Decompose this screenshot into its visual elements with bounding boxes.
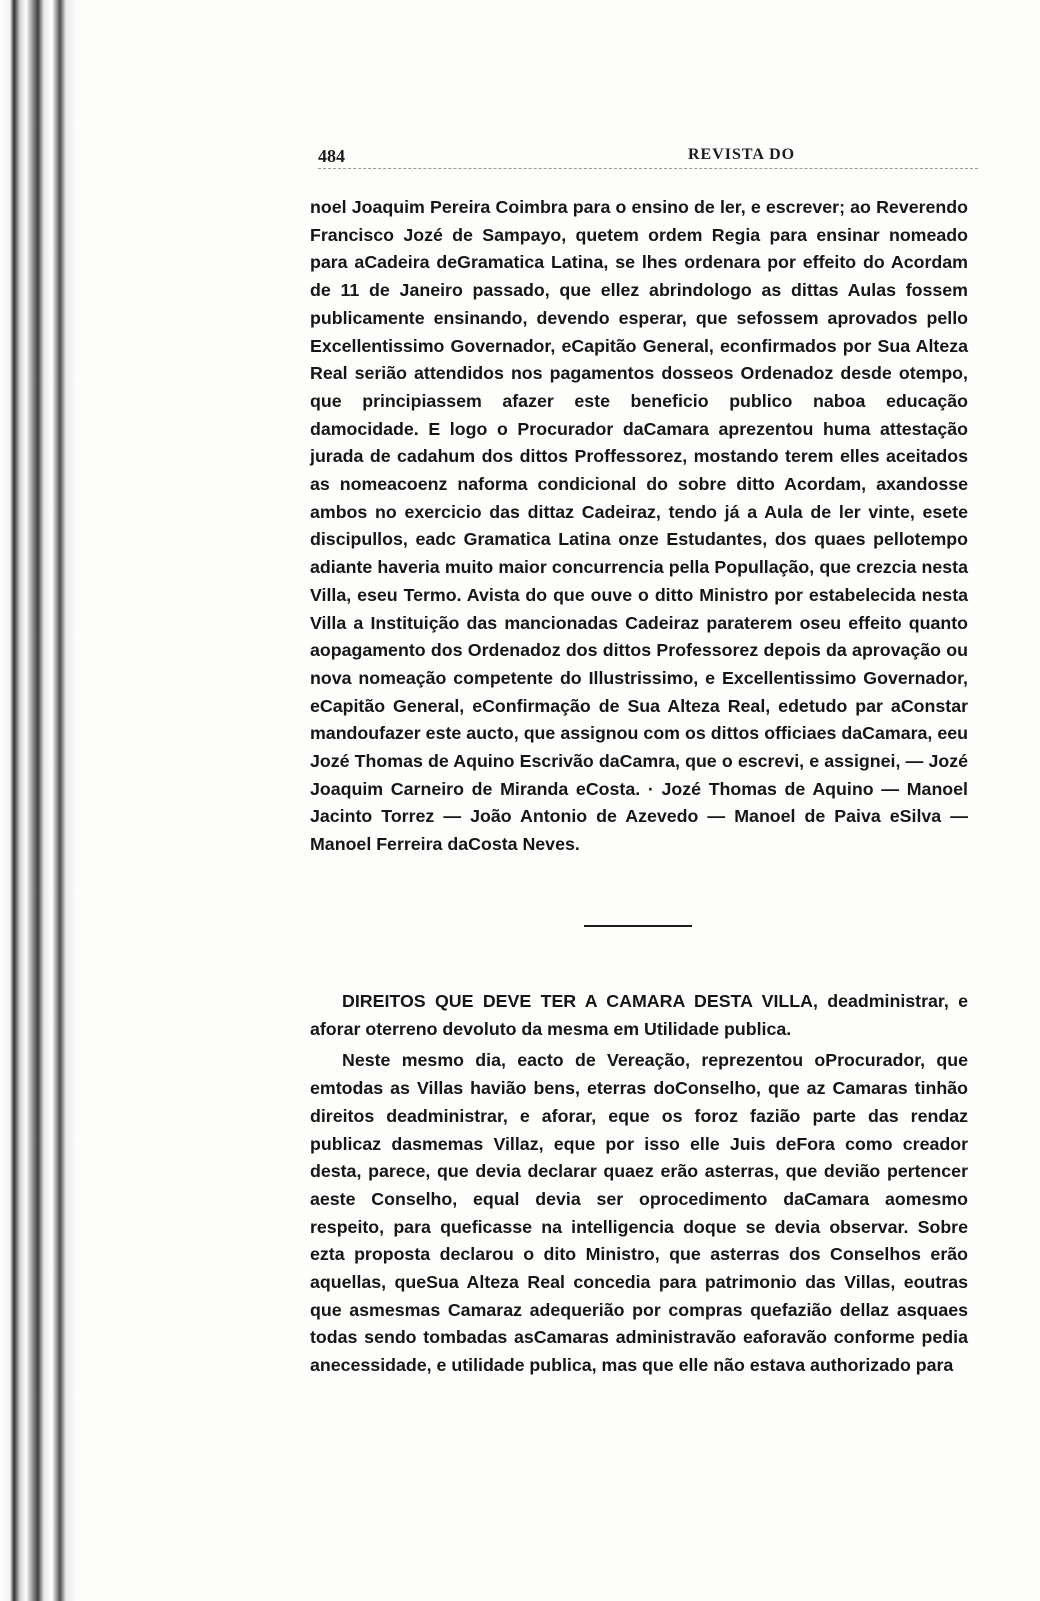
- page-header: [318, 142, 978, 172]
- header-rule: [318, 168, 978, 169]
- main-text-block: [310, 194, 968, 859]
- section-block: [310, 984, 968, 1380]
- main-paragraph: noel Joaquim Pereira Coimbra para o ensino de ler, e escrever; ao Reverendo Francisco Jozé de Sampayo, quetem ordem Regia para ensinar nomeado para aCadeira deGramatica Latina, se lhes ordenara por effeito do Acordam de 11 de Janeiro passado, que ellez abrindologo as dittas Aulas fossem publicamente ensinando, devendo esperar, que sefossem aprovados pello Excellentissimo Governador, eCapitão General, econfirmados por Sua Alteza Real serião attendidos nos pagamentos dosseos Ordenadoz desde otempo, que principiassem afazer este beneficio publico naboa educação damocidade. E logo o Procurador daCamara aprezentou huma attestação jurada de cadahum dos dittos Proffessorez, mostando terem elles aceitados as nomeacoenz naforma condicional do sobre ditto Acordam, axandosse ambos no exercicio das dittaz Cadeiraz, tendo já a Aula de ler vinte, esete discipullos, eadc Gramatica Latina onze Estudantes, dos quaes pellotempo adiante haveria muito maior concurrencia pella Popullação, que crezcia nesta Villa, eseu Termo. Avista do que ouve o ditto Ministro por estabelecida nesta Villa a Instituição das mancionadas Cadeiraz paraterem oseu effeito quanto aopagamento dos Ordenadoz dos dittos Professorez depois da aprovação ou nova nomeação competente do Illustrissimo, e Excellentissimo Governador, eCapitão General, eConfirmação de Sua Alteza Real, edetudo par aConstar mandoufazer este aucto, que assignou com os dittos officiaes daCamara, eeu Jozé Thomas de Aquino Escrivão daCamra, que o escrevi, e assignei, — Jozé Joaquim Carneiro de Miranda eCosta. · Jozé Thomas de Aquino — Manoel Jacinto Torrez — João Antonio de Azevedo — Manoel de Paiva eSilva — Manoel Ferreira daCosta Neves.: [310, 197, 968, 855]
- section-heading: DIREITOS QUE DEVE TER A CAMARA DESTA VILLA, deadministrar, e aforar oterreno devoluto da mesma em Utilidade publica.: [310, 991, 968, 1039]
- running-head: REVISTA DO: [688, 146, 796, 163]
- section-divider: [584, 925, 692, 927]
- page-number: 484: [318, 146, 345, 166]
- page-binding-edge: [0, 0, 78, 1601]
- section-paragraph: Neste mesmo dia, eacto de Vereação, reprezentou oProcurador, que emtodas as Villas havião bens, eterras doConselho, que az Camaras tinhão direitos deadministrar, e aforar, eque os foroz fazião parte das rendaz publicaz dasmemas Villaz, eque por isso elle Juis deFora como creador desta, parece, que devia declarar quaez erão asterras, que devião pertencer aeste Conselho, equal devia ser oprocedimento daCamara aomesmo respeito, para queficasse na intelligencia doque se devia observar. Sobre ezta proposta declarou o dito Ministro, que asterras dos Conselhos erão aquellas, queSua Alteza Real concedia para patrimonio das Villas, eoutras que asmesmas Camaraz adequerião por compras quefazião dellaz asquaes todas sendo tombadas asCamaras administravão eaforavão conforme pedia anecessidade, e utilidade publica, mas que elle não estava authorizado para: [310, 1050, 968, 1376]
